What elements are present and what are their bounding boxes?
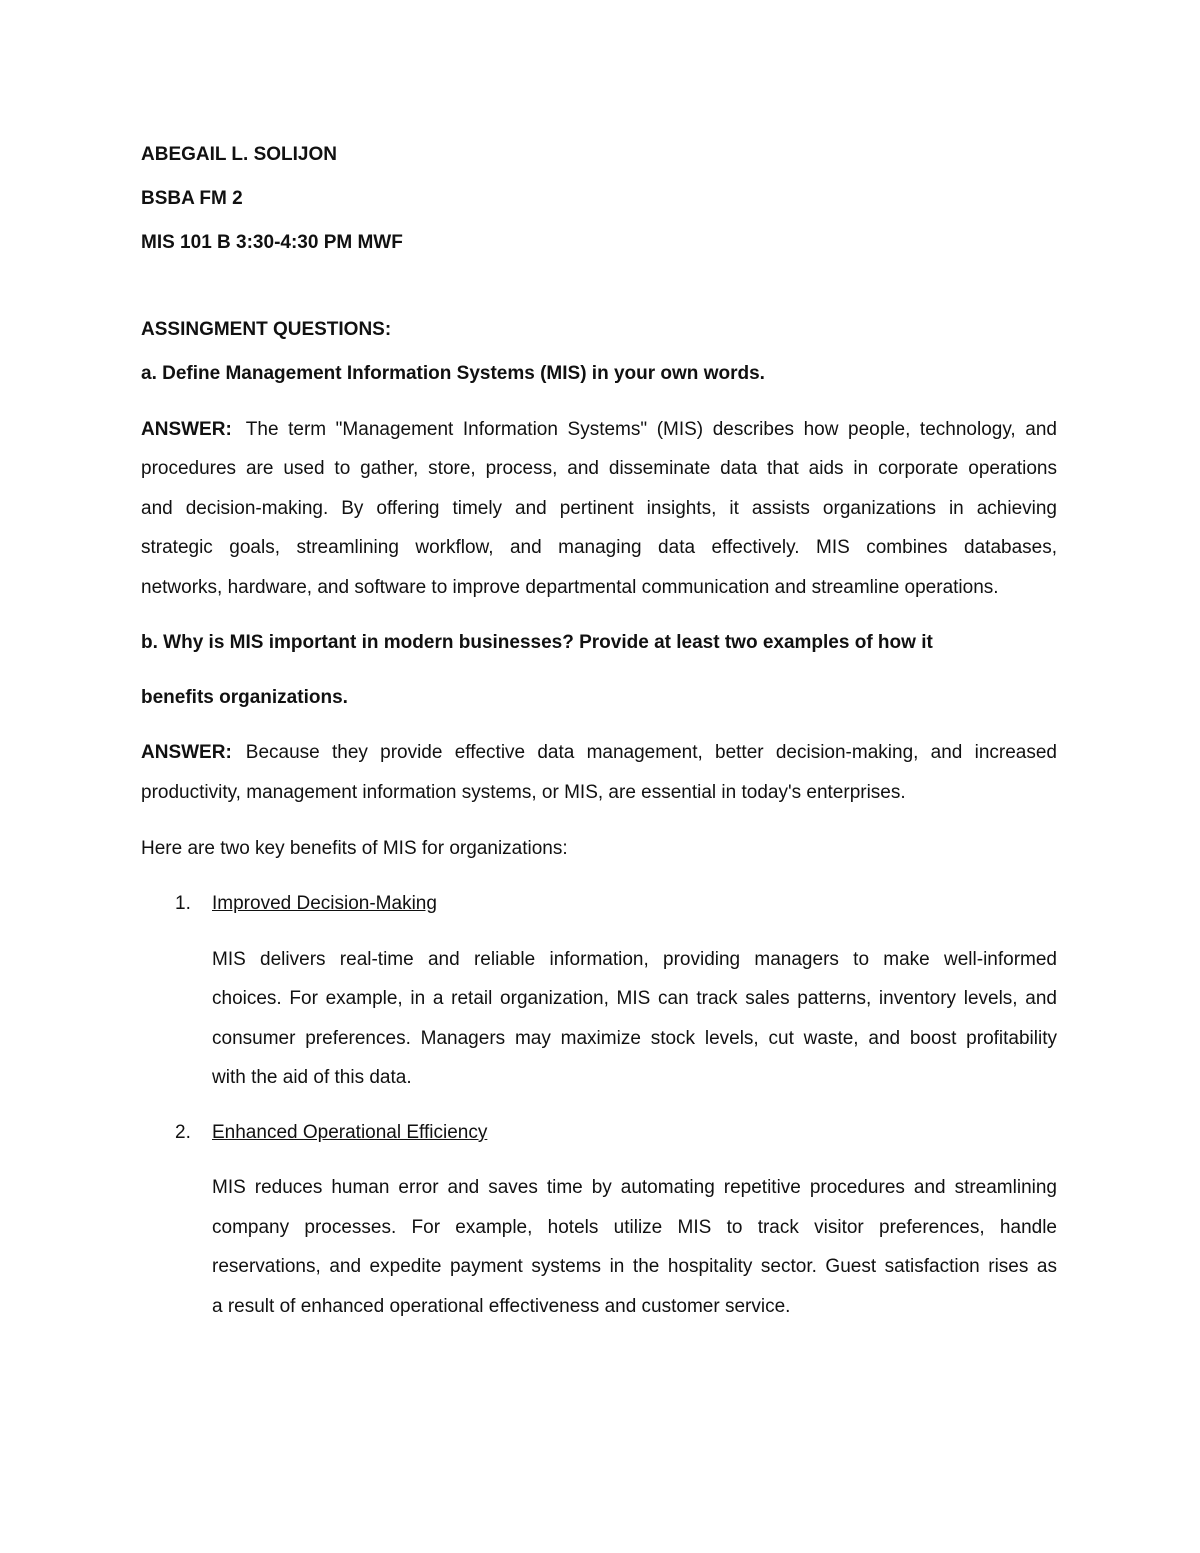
answer-a-line-4: strategic goals, streamlining workflow, and managing data effectively. MIS combines databases,	[141, 537, 1057, 558]
benefit-1-line-2: choices. For example, in a retail organization, MIS can track sales patterns, inventory levels, and	[212, 988, 1057, 1009]
answer-b-line-2: productivity, management information systems, or MIS, are essential in today's enterprises.	[141, 782, 906, 803]
student-program: BSBA FM 2	[141, 188, 243, 209]
question-b-line-1: b. Why is MIS important in modern businesses? Provide at least two examples of how it	[141, 632, 933, 653]
benefit-1-line-1: MIS delivers real-time and reliable information, providing managers to make well-informed	[212, 949, 1057, 970]
benefit-2-line-1: MIS reduces human error and saves time by automating repetitive procedures and streamlining	[212, 1177, 1057, 1198]
answer-label: ANSWER:	[141, 742, 232, 763]
answer-a-line-1: ANSWER: The term "Management Information Systems" (MIS) describes how people, technology, and	[141, 419, 1057, 440]
question-b-line-2: benefits organizations.	[141, 687, 348, 708]
student-name: ABEGAIL L. SOLIJON	[141, 144, 338, 165]
answer-label: ANSWER:	[141, 419, 232, 440]
benefit-1-number: 1.	[175, 893, 191, 914]
benefit-2-title: Enhanced Operational Efficiency	[212, 1122, 488, 1143]
benefit-2-number: 2.	[175, 1122, 191, 1143]
question-a: a. Define Management Information Systems (MIS) in your own words.	[141, 363, 765, 384]
benefit-1-line-4: with the aid of this data.	[212, 1067, 412, 1088]
benefit-1-title: Improved Decision-Making	[212, 893, 437, 914]
benefits-intro: Here are two key benefits of MIS for organizations:	[141, 838, 568, 859]
benefit-2-line-4: a result of enhanced operational effectiveness and customer service.	[212, 1296, 791, 1317]
benefit-2-line-3: reservations, and expedite payment systems in the hospitality sector. Guest satisfaction rises as	[212, 1256, 1057, 1277]
answer-b-line-1: ANSWER: Because they provide effective data management, better decision-making, and increased	[141, 742, 1057, 763]
answer-a-line-2: procedures are used to gather, store, process, and disseminate data that aids in corporate operations	[141, 458, 1057, 479]
benefit-1-line-3: consumer preferences. Managers may maximize stock levels, cut waste, and boost profitability	[212, 1028, 1057, 1049]
assignment-heading: ASSINGMENT QUESTIONS:	[141, 319, 392, 340]
answer-a-line-5: networks, hardware, and software to improve departmental communication and streamline operations.	[141, 577, 999, 598]
answer-a-line-3: and decision-making. By offering timely and pertinent insights, it assists organizations in achieving	[141, 498, 1057, 519]
benefit-2-line-2: company processes. For example, hotels utilize MIS to track visitor preferences, handle	[212, 1217, 1057, 1238]
class-schedule: MIS 101 B 3:30-4:30 PM MWF	[141, 232, 403, 253]
